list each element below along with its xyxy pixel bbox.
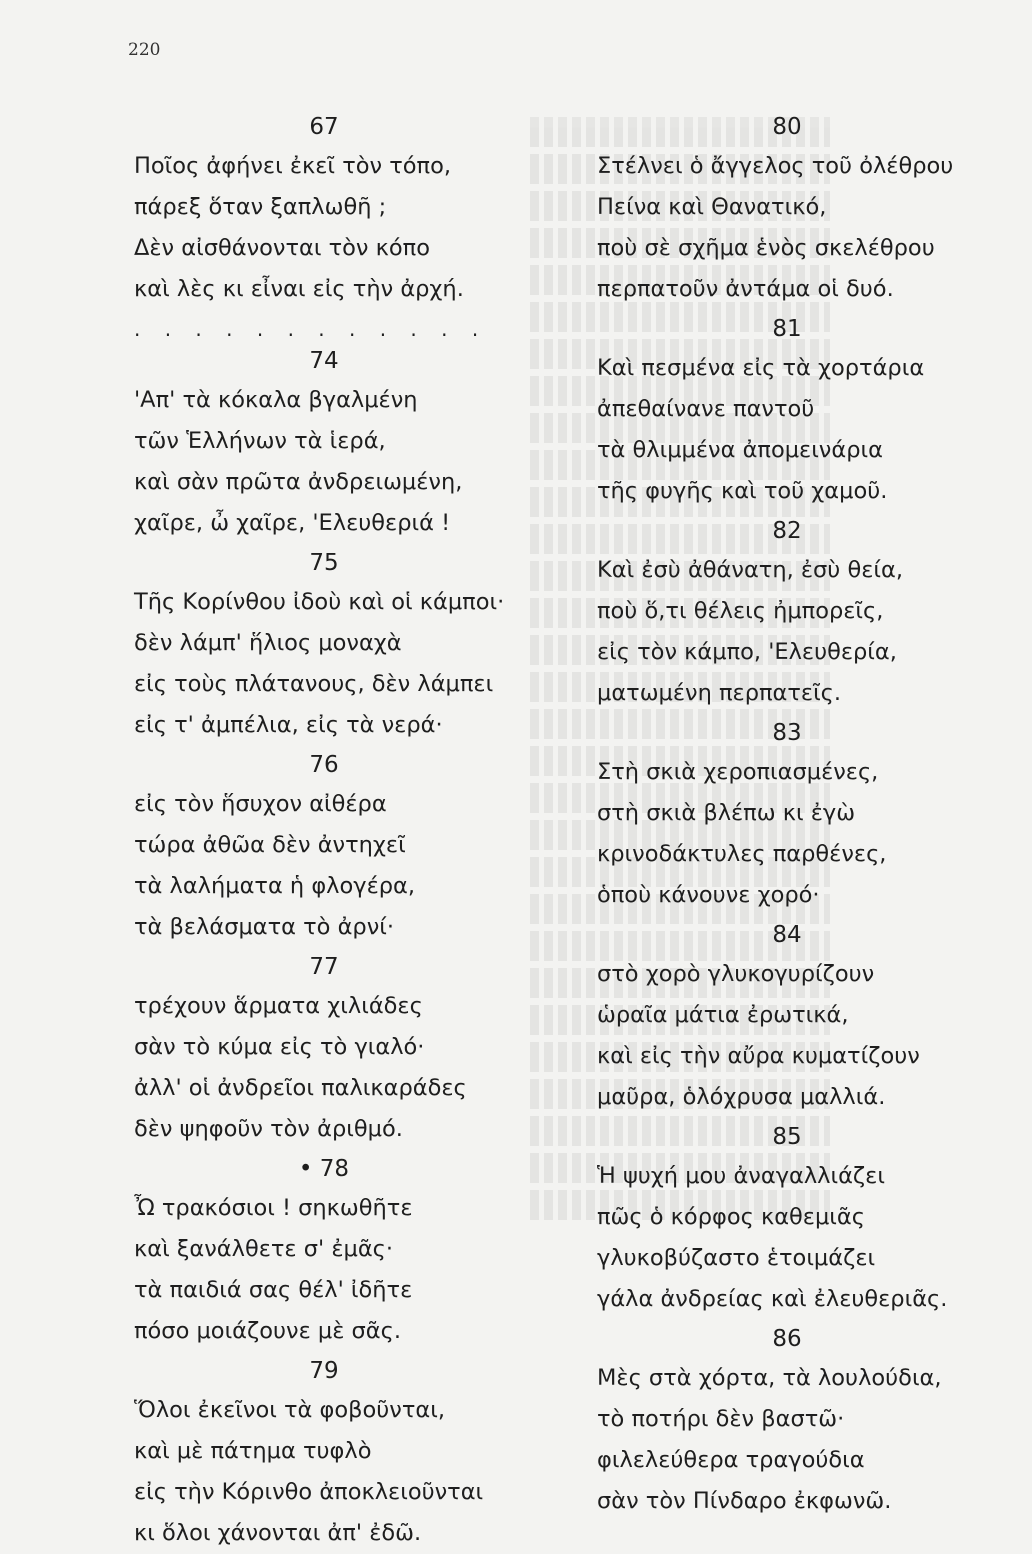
stanza-number: 85 xyxy=(772,1124,802,1150)
verse-line: κι ὅλοι χάνονται ἀπ' ἐδῶ. xyxy=(134,1520,422,1546)
verse-line: τὰ θλιμμένα ἀπομεινάρια xyxy=(597,437,883,463)
verse-line: τὰ βελάσματα τὸ ἀρνί· xyxy=(134,914,395,940)
verse-line: εἰς τοὺς πλάτανους, δὲν λάμπει xyxy=(134,671,494,697)
verse-line: Καὶ πεσμένα εἰς τὰ χορτάρια xyxy=(597,355,925,381)
stanza-number: 76 xyxy=(309,752,339,778)
verse-line: στὸ χορὸ γλυκογυρίζουν xyxy=(597,961,875,987)
verse-line: ὡραῖα μάτια ἐρωτικά, xyxy=(597,1002,849,1028)
verse-line: γλυκοβύζαστο ἑτοιμάζει xyxy=(597,1245,876,1271)
stanza xyxy=(597,108,977,310)
verse-line: καὶ σὰν πρῶτα ἀνδρειωμένη, xyxy=(134,469,463,495)
verse-line: τρέχουν ἅρματα χιλιάδες xyxy=(134,993,423,1019)
verse-line: πῶς ὁ κόρφος καθεμιᾶς xyxy=(597,1204,865,1230)
stanza xyxy=(597,310,977,512)
stanza xyxy=(134,1150,514,1352)
verse-line: ὁποὺ κάνουνε χορό· xyxy=(597,882,820,908)
verse-line: 'Απ' τὰ κόκαλα βγαλμένη xyxy=(134,387,418,413)
verse-line: φιλελεύθερα τραγούδια xyxy=(597,1447,865,1473)
verse-line: καὶ λὲς κι εἶναι εἰς τὴν ἀρχή. xyxy=(134,276,464,302)
verse-line: δὲν λάμπ' ἥλιος μοναχὰ xyxy=(134,630,402,656)
verse-line: καὶ ξανάλθετε σ' ἐμᾶς· xyxy=(134,1236,394,1262)
verse-line: πόσο μοιάζουνε μὲ σᾶς. xyxy=(134,1318,402,1344)
stanza-number: 75 xyxy=(309,550,339,576)
verse-line: εἰς τ' ἀμπέλια, εἰς τὰ νερά· xyxy=(134,712,443,738)
verse-line: ἀλλ' οἱ ἀνδρεῖοι παλικαράδες xyxy=(134,1075,467,1101)
page-number: 220 xyxy=(128,40,161,60)
right-column xyxy=(597,108,977,1522)
stanza xyxy=(134,746,514,948)
verse-line: τὰ λαλήματα ἡ φλογέρα, xyxy=(134,873,416,899)
verse-line: ποὺ ὅ,τι θέλεις ἠμπορεῖς, xyxy=(597,598,884,624)
stanza xyxy=(134,948,514,1150)
verse-line: Πείνα καὶ Θανατικό, xyxy=(597,194,827,220)
stanza xyxy=(597,916,977,1118)
stanza-number: 82 xyxy=(772,518,802,544)
verse-line: Στέλνει ὁ ἄγγελος τοῦ ὀλέθρου xyxy=(597,153,954,179)
stanza xyxy=(134,1352,514,1554)
verse-line: ποὺ σὲ σχῆμα ἑνὸς σκελέθρου xyxy=(597,235,935,261)
verse-line: Μὲς στὰ χόρτα, τὰ λουλούδια, xyxy=(597,1365,942,1391)
verse-line: Καὶ ἐσὺ ἀθάνατη, ἐσὺ θεία, xyxy=(597,557,904,583)
omission-dots: . . . . . . . . . . . . xyxy=(134,317,488,341)
verse-line: Ποῖος ἀφήνει ἐκεῖ τὸν τόπο, xyxy=(134,153,452,179)
verse-line: μαῦρα, ὁλόχρυσα μαλλιά. xyxy=(597,1084,886,1110)
verse-line: Δὲν αἰσθάνονται τὸν κόπο xyxy=(134,235,430,261)
verse-line: τώρα ἀθῶα δὲν ἀντηχεῖ xyxy=(134,832,406,858)
stanza-number: 79 xyxy=(309,1358,339,1384)
stanza xyxy=(597,1320,977,1522)
verse-line: ματωμένη περπατεῖς. xyxy=(597,680,842,706)
verse-line: εἰς τὴν Κόρινθο ἀποκλειοῦνται xyxy=(134,1479,484,1505)
verse-line: Ἡ ψυχή μου ἀναγαλλιάζει xyxy=(597,1163,885,1189)
verse-line: Ὅλοι ἐκεῖνοι τὰ φοβοῦνται, xyxy=(134,1397,445,1423)
stanza xyxy=(597,512,977,714)
stanza xyxy=(597,1118,977,1320)
verse-line: καὶ μὲ πάτημα τυφλὸ xyxy=(134,1438,372,1464)
stanza-number: 84 xyxy=(772,922,802,948)
verse-line: κρινοδάκτυλες παρθένες, xyxy=(597,841,887,867)
verse-line: τὸ ποτήρι δὲν βαστῶ· xyxy=(597,1406,845,1432)
stanza xyxy=(134,342,514,544)
verse-line: καὶ εἰς τὴν αὔρα κυματίζουν xyxy=(597,1043,920,1069)
verse-line: εἰς τὸν ἥσυχον αἰθέρα xyxy=(134,791,387,817)
stanza-number: 80 xyxy=(772,114,802,140)
verse-line: τῶν Ἑλλήνων τὰ ἱερά, xyxy=(134,428,386,454)
verse-line: τῆς φυγῆς καὶ τοῦ χαμοῦ. xyxy=(597,478,888,504)
verse-line: τὰ παιδιά σας θέλ' ἰδῆτε xyxy=(134,1277,413,1303)
verse-line: χαῖρε, ὦ χαῖρε, 'Ελευθεριά ! xyxy=(134,510,451,536)
stanza-number: 77 xyxy=(309,954,339,980)
verse-line: πάρεξ ὅταν ξαπλωθῆ ; xyxy=(134,194,387,220)
verse-line: δὲν ψηφοῦν τὸν ἀριθμό. xyxy=(134,1116,403,1142)
verse-line: ἀπεθαίνανε παντοῦ xyxy=(597,396,815,422)
verse-line: στὴ σκιὰ βλέπω κι ἐγὼ xyxy=(597,800,856,826)
stanza-number: • 78 xyxy=(298,1156,350,1182)
stanza-number: 86 xyxy=(772,1326,802,1352)
verse-line: Στὴ σκιὰ χεροπιασμένες, xyxy=(597,759,879,785)
verse-line: εἰς τὸν κάμπο, 'Ελευθερία, xyxy=(597,639,897,665)
verse-line: γάλα ἀνδρείας καὶ ἐλευθεριᾶς. xyxy=(597,1286,948,1312)
verse-line: σὰν τὸν Πίνδαρο ἐκφωνῶ. xyxy=(597,1488,892,1514)
stanza xyxy=(597,714,977,916)
stanza-number: 81 xyxy=(772,316,802,342)
stanza-number: 83 xyxy=(772,720,802,746)
left-column xyxy=(134,108,514,1554)
stanza xyxy=(134,544,514,746)
verse-line: περπατοῦν ἀντάμα οἱ δυό. xyxy=(597,276,894,302)
stanza-number: 67 xyxy=(309,114,339,140)
stanza-number: 74 xyxy=(309,348,339,374)
stanza xyxy=(134,108,514,310)
verse-line: Τῆς Κορίνθου ἰδοὺ καὶ οἱ κάμποι· xyxy=(134,589,505,615)
verse-line: Ὦ τρακόσιοι ! σηκωθῆτε xyxy=(134,1195,413,1221)
verse-line: σὰν τὸ κύμα εἰς τὸ γιαλό· xyxy=(134,1034,425,1060)
